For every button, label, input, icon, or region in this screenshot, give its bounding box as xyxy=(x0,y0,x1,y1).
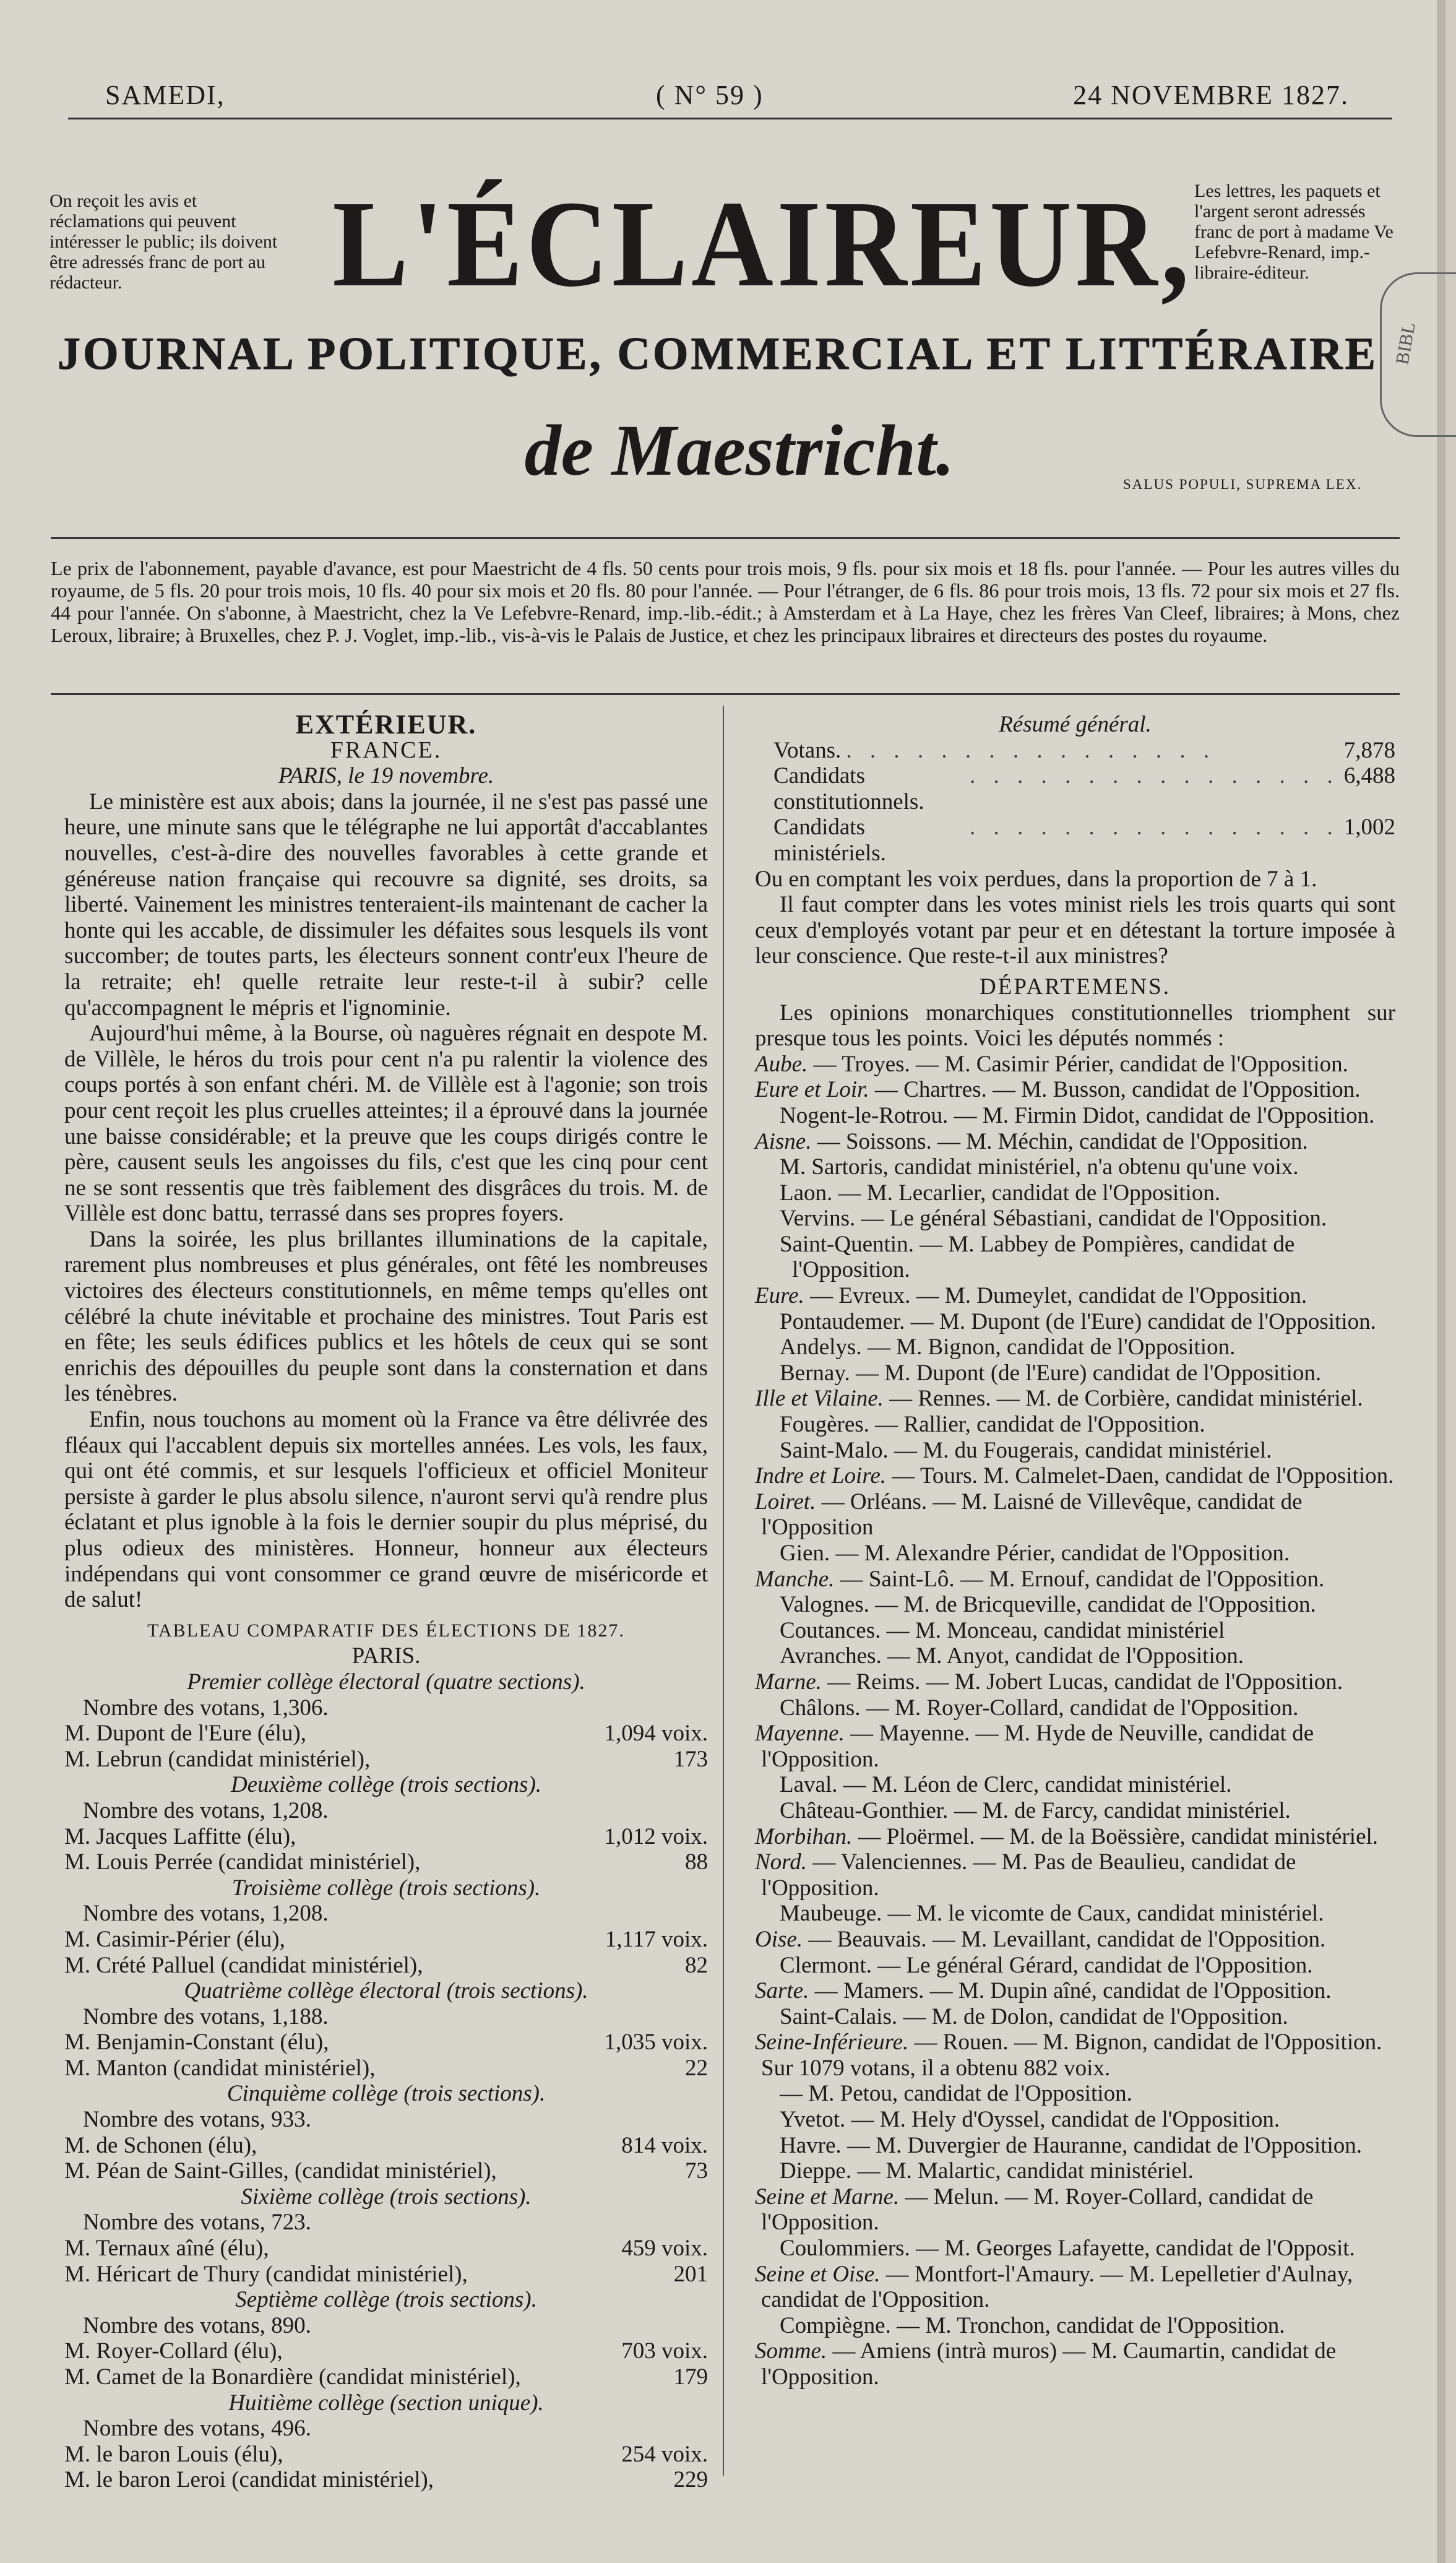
department-entry xyxy=(755,1129,1395,1155)
department-text: — M. Petou, candidat de l'Opposition. xyxy=(780,2081,1132,2107)
department-entry xyxy=(755,1772,1395,1798)
department-text: Valognes. — M. de Bricqueville, candidat de l'Opposition. xyxy=(780,1592,1316,1618)
resume-value: 1,002 xyxy=(1343,815,1395,841)
department-text: Nogent-le-Rotrou. — M. Firmin Didot, candidat de l'Opposition. xyxy=(780,1102,1375,1128)
masthead-city: de Maestricht. xyxy=(524,410,955,491)
resume-table xyxy=(755,738,1395,867)
department-text: — Amiens (intrà muros) — M. Caumartin, candidat de l'Opposition. xyxy=(761,2338,1337,2390)
department-text: Maubeuge. — M. le vicomte de Caux, candidat ministériel. xyxy=(780,1901,1324,1927)
department-text: M. Sartoris, candidat ministériel, n'a obtenu qu'une voix. xyxy=(780,1154,1299,1180)
department-entry xyxy=(755,1721,1395,1772)
candidate-name: M. Lebrun (candidat ministériel), xyxy=(64,1746,371,1772)
department-entry xyxy=(755,1386,1395,1412)
candidate-row xyxy=(64,1747,708,1773)
department-text: Dieppe. — M. Malartic, candidat ministériel. xyxy=(780,2158,1194,2184)
resume-value: 6,488 xyxy=(1343,763,1395,789)
candidate-votes: 73 xyxy=(685,2158,708,2184)
article-paragraph: Le ministère est aux abois; dans la journée, il ne s'est pas passé une heure, une minute sans que le télégraphe ne lui apportât d'accablantes nouvelles, c'est-à-dire des nouvelles favorables à cette grande et généreuse nation française qui recouvre sa dignité, ses droits, sa liberté. Vainement les ministres tenteraient-ils maintenant de cacher la honte qui les accable, de dissimuler les défaites sous lesquels ils vont succomber; de toutes parts, les électeurs sonnent contr'eux l'heure de la retraite; eh! quelle retraite leur reste-t-il à subir? celle qu'accompagnent le mépris et l'ignominie. xyxy=(64,789,708,1021)
candidate-name: M. Manton (candidat ministériel), xyxy=(64,2055,376,2081)
department-text: — Rouen. — M. Bignon, candidat de l'Opposition. Sur 1079 votans, il a obtenu 882 voix. xyxy=(761,2029,1382,2081)
department-text: — Reims. — M. Jobert Lucas, candidat de l'Opposition. xyxy=(821,1669,1343,1695)
department-text: Yvetot. — M. Hely d'Oyssel, candidat de l'Opposition. xyxy=(780,2107,1280,2133)
library-stamp xyxy=(1380,272,1456,437)
left-column xyxy=(64,709,708,2493)
candidate-row xyxy=(64,2133,708,2159)
candidate-name: M. Héricart de Thury (candidat ministériel), xyxy=(64,2261,468,2287)
department-entry xyxy=(755,1103,1395,1129)
department-entry xyxy=(755,1232,1395,1283)
dateline xyxy=(105,79,1349,116)
department-entry xyxy=(755,2133,1395,2159)
department-text: Saint-Calais. — M. de Dolon, candidat de l'Opposition. xyxy=(780,2003,1288,2029)
right-column xyxy=(755,712,1395,2390)
candidate-row xyxy=(64,1721,708,1747)
candidate-row xyxy=(64,2338,708,2364)
dateline-day: SAMEDI, xyxy=(105,80,225,110)
resume-row xyxy=(755,738,1395,764)
masthead-subtitle: JOURNAL POLITIQUE, COMMERCIAL ET LITTÉRAIRE xyxy=(57,329,1379,379)
department-entry xyxy=(755,2184,1395,2236)
candidate-row xyxy=(64,2158,708,2184)
resume-paragraph: Ou en comptant les voix perdues, dans la proportion de 7 à 1. xyxy=(755,866,1317,892)
department-entry xyxy=(755,1309,1395,1335)
department-entry xyxy=(755,1489,1395,1541)
department-entry xyxy=(755,1695,1395,1721)
department-name: Sarte. xyxy=(755,1978,809,2004)
candidate-row xyxy=(64,2442,708,2468)
department-text: — Valenciennes. — M. Pas de Beaulieu, candidat de l'Opposition. xyxy=(761,1849,1296,1901)
department-text: Andelys. — M. Bignon, candidat de l'Opposition. xyxy=(780,1334,1236,1360)
department-text: Vervins. — Le général Sébastiani, candidat de l'Opposition. xyxy=(780,1206,1327,1232)
college-votans: Nombre des votans, 933. xyxy=(83,2107,311,2133)
college-votans: Nombre des votans, 1,208. xyxy=(83,1901,329,1927)
section-heading: EXTÉRIEUR. xyxy=(295,709,477,740)
department-name: Eure. xyxy=(755,1283,804,1309)
department-entry xyxy=(755,1567,1395,1593)
department-entry xyxy=(755,2004,1395,2030)
college-votans: Nombre des votans, 1,188. xyxy=(83,2003,329,2029)
department-entry xyxy=(755,2029,1395,2081)
candidate-name: M. Ternaux aîné (élu), xyxy=(64,2236,269,2262)
candidate-name: M. Camet de la Bonardière (candidat ministériel), xyxy=(64,2364,521,2390)
department-text: Saint-Malo. — M. du Fougerais, candidat ministériel. xyxy=(780,1437,1272,1463)
dateline-number: ( N° 59 ) xyxy=(656,80,764,110)
article-paragraph: Enfin, nous touchons au moment où la France va être délivrée des fléaux qui l'accablent depuis six mortelles années. Les vols, les faux, qui ont été commis, et sur lesquels l'officieux et officiel Moniteur persiste à garder le plus absolu silence, n'auront servi qu'à rendre plus éclatant et plus ignoble à la fois le dernier soupir du plus méprisé, du plus odieux des ministères. Honneur, honneur aux électeurs indépendans qui vont consommer ce grand œuvre de miséricorde et de salut! xyxy=(64,1407,708,1613)
library-stamp-text: BIBL xyxy=(1392,321,1419,366)
department-entry xyxy=(755,1154,1395,1180)
rule-above-subscription xyxy=(51,537,1400,539)
department-text: — Melun. — M. Royer-Collard, candidat de l'Opposition. xyxy=(761,2184,1314,2236)
candidate-row xyxy=(64,2467,708,2493)
tableau-heading: TABLEAU COMPARATIF DES ÉLECTIONS DE 1827. xyxy=(147,1620,625,1641)
tableau-place: PARIS. xyxy=(351,1643,421,1669)
department-name: Marne. xyxy=(755,1669,822,1695)
department-text: Laval. — M. Léon de Clerc, candidat ministériel. xyxy=(780,1772,1232,1798)
department-name: Morbihan. xyxy=(755,1823,853,1849)
dot-leader: . . . . . . . . . . . . . . . . xyxy=(846,737,1216,763)
department-entry xyxy=(755,1798,1395,1824)
candidate-votes: 814 voix. xyxy=(621,2132,708,2158)
department-text: Pontaudemer. — M. Dupont (de l'Eure) candidat de l'Opposition. xyxy=(780,1308,1376,1334)
article-paragraph: Aujourd'hui même, à la Bourse, où naguères régnait en despote M. de Villèle, le héros du trois pour cent n'a pu ralentir la violence des coups portés à son enfant chéri. M. de Villèle est à l'agonie; son trois pour cent reçoit les plus cruelles atteintes; il a éprouvé dans la journée une baisse considérable; et la preuve que les coups dirigés contre le père, causent seuls les angoisses du fils, c'est que les cinq pour cent ne se sont ressentis que très faiblement des disgrâces du trois. M. de Villèle est donc battu, terrassé dans ses propres foyers. xyxy=(64,1021,708,1227)
candidate-name: M. Dupont de l'Eure (élu), xyxy=(64,1721,306,1747)
department-text: Havre. — M. Duvergier de Hauranne, candidat de l'Opposition. xyxy=(780,2132,1362,2158)
department-entry xyxy=(755,1206,1395,1232)
candidate-row xyxy=(64,2236,708,2262)
department-entry xyxy=(755,1901,1395,1927)
candidate-name: M. Royer-Collard (élu), xyxy=(64,2338,283,2364)
department-name: Seine-Inférieure. xyxy=(755,2029,909,2055)
dateline-date: 24 NOVEMBRE 1827. xyxy=(1073,80,1349,110)
candidate-row xyxy=(64,1824,708,1850)
college-votans: Nombre des votans, 890. xyxy=(83,2312,311,2338)
department-text: — Mamers. — M. Dupin aîné, candidat de l'Opposition. xyxy=(809,1978,1332,2004)
department-entry xyxy=(755,1927,1395,1953)
department-entry xyxy=(755,1283,1395,1309)
department-name: Ille et Vilaine. xyxy=(755,1386,884,1412)
department-text: Fougères. — Rallier, candidat de l'Opposition. xyxy=(780,1412,1205,1438)
candidate-votes: 22 xyxy=(685,2055,708,2081)
candidate-row xyxy=(64,1849,708,1875)
department-text: Saint-Quentin. — M. Labbey de Pompières, candidat de l'Opposition. xyxy=(780,1231,1295,1283)
department-entry xyxy=(755,1669,1395,1695)
department-name: Aube. xyxy=(755,1051,808,1077)
dot-leader: . . . . . . . . . . . . . . . . xyxy=(970,815,1339,841)
department-entry xyxy=(755,1592,1395,1618)
department-entry xyxy=(755,1438,1395,1464)
candidate-votes: 179 xyxy=(673,2364,708,2390)
department-name: Eure et Loir. xyxy=(755,1077,869,1103)
department-entry xyxy=(755,1953,1395,1979)
candidate-votes: 173 xyxy=(673,1746,708,1772)
department-text: Château-Gonthier. — M. de Farcy, candidat ministériel. xyxy=(780,1797,1291,1823)
college-title: Septième collège (trois sections). xyxy=(235,2287,537,2313)
department-text: Coulommiers. — M. Georges Lafayette, candidat de l'Opposit. xyxy=(780,2236,1355,2262)
candidate-name: M. Louis Perrée (candidat ministériel), xyxy=(64,1849,421,1875)
departments-heading: DÉPARTEMENS. xyxy=(980,974,1171,1000)
college-votans: Nombre des votans, 496. xyxy=(83,2416,311,2442)
candidate-votes: 459 voix. xyxy=(621,2236,708,2262)
department-text: — Orléans. — M. Laisné de Villevêque, candidat de l'Opposition xyxy=(761,1489,1303,1541)
department-entry xyxy=(755,1412,1395,1438)
department-text: — Tours. M. Calmelet-Daen, candidat de l'Opposition. xyxy=(886,1463,1394,1489)
college-title: Sixième collège (trois sections). xyxy=(241,2184,532,2210)
department-entry xyxy=(755,2107,1395,2133)
candidate-votes: 1,012 voix. xyxy=(604,1823,708,1849)
department-name: Manche. xyxy=(755,1566,835,1592)
department-text: Laon. — M. Lecarlier, candidat de l'Opposition. xyxy=(780,1180,1221,1206)
department-name: Seine et Oise. xyxy=(755,2261,881,2287)
department-entry xyxy=(755,2338,1395,2390)
department-text: — Troyes. — M. Casimir Périer, candidat de l'Opposition. xyxy=(808,1051,1348,1077)
candidate-name: M. Jacques Laffitte (élu), xyxy=(64,1823,296,1849)
department-entry xyxy=(755,1978,1395,2004)
candidate-name: M. Péan de Saint-Gilles, (candidat ministériel), xyxy=(64,2158,497,2184)
candidate-votes: 703 voix. xyxy=(621,2338,708,2364)
candidate-row xyxy=(64,2364,708,2390)
note-right: Les lettres, les paquets et l'argent seront adressés franc de port à madame Ve Lefebvre-Renard, imp.-libraire-éditeur. xyxy=(1194,181,1394,283)
department-text: Coutances. — M. Monceau, candidat ministériel xyxy=(780,1617,1225,1643)
department-name: Nord. xyxy=(755,1849,807,1875)
masthead-title: L'ÉCLAIREUR, xyxy=(332,176,1193,313)
department-entry xyxy=(755,2236,1395,2262)
college-votans: Nombre des votans, 1,208. xyxy=(83,1797,329,1823)
candidate-row xyxy=(64,2029,708,2055)
note-left: On reçoit les avis et réclamations qui peuvent intéresser le public; ils doivent être adressés franc de port au rédacteur. xyxy=(50,191,278,293)
article-paragraph: Dans la soirée, les plus brillantes illuminations de la capitale, rarement plus nombreuses et plus générales, ont fêté les nombreuses victoires des électeurs constitutionnels, en même temps qu'elles ont célébré la chute inévitable et prochaine des ministres. Tout Paris est en fête; les seuls édifices publics et les hôtels de ceux qui se sont enrichis des dépouilles du peuple sont dans la consternation et dans les ténèbres. xyxy=(64,1226,708,1407)
department-text: Clermont. — Le général Gérard, candidat de l'Opposition. xyxy=(780,1952,1313,1978)
department-entry xyxy=(755,1824,1395,1850)
department-name: Seine et Marne. xyxy=(755,2184,900,2210)
candidate-votes: 1,117 voix. xyxy=(605,1926,708,1952)
department-entry xyxy=(755,1849,1395,1901)
resume-label: Candidats ministériels. xyxy=(773,815,886,866)
candidate-name: M. de Schonen (élu), xyxy=(64,2132,257,2158)
candidate-name: M. Benjamin-Constant (élu), xyxy=(64,2029,329,2055)
candidate-name: M. le baron Leroi (candidat ministériel), xyxy=(64,2467,434,2493)
candidate-votes: 201 xyxy=(673,2261,708,2287)
resume-paragraph: Il faut compter dans les votes minist riels les trois quarts qui sont ceux d'employés votant par peur et en détestant la torture imposée à leur conscience. Que reste-t-il aux ministres? xyxy=(755,892,1395,969)
college-title: Cinquième collège (trois sections). xyxy=(226,2081,546,2107)
candidate-votes: 88 xyxy=(685,1849,708,1875)
candidate-name: M. Casimir-Périer (élu), xyxy=(64,1926,285,1952)
departments-intro: Les opinions monarchiques constitutionnelles triomphent sur presque tous les points. Voici les députés nommés : xyxy=(755,1000,1395,1052)
subscription-notice: Le prix de l'abonnement, payable d'avance, est pour Maestricht de 4 fls. 50 cents pour trois mois, 9 fls. pour six mois et 18 fls. pour l'année. — Pour les autres villes du royaume, de 5 fls. 20 pour trois mois, 10 fls. 40 pour six mois et 20 fls. 80 pour l'année. — Pour l'étranger, de 6 fls. 86 pour trois mois, 13 fls. 72 pour six mois et 27 fls. 44 pour l'année. On s'abonne, à Maestricht, chez la Ve Lefebvre-Renard, imp.-lib.-édit.; à Amsterdam et à La Haye, chez les frères Van Cleef, libraires; à Mons, chez Leroux, libraire; à Bruxelles, chez P. J. Voglet, imp.-lib., vis-à-vis le Palais de Justice, et chez les principaux libraires et directeurs des postes du royaume. xyxy=(51,557,1400,646)
college-title: Premier collège électoral (quatre sections). xyxy=(187,1669,585,1695)
resume-title: Résumé général. xyxy=(999,712,1152,737)
department-text: Avranches. — M. Anyot, candidat de l'Opposition. xyxy=(780,1643,1244,1669)
department-text: — Montfort-l'Amaury. — M. Lepelletier d'Aulnay, candidat de l'Opposition. xyxy=(761,2261,1353,2313)
department-name: Somme. xyxy=(755,2338,827,2364)
resume-row xyxy=(755,763,1395,815)
department-text: Gien. — M. Alexandre Périer, candidat de l'Opposition. xyxy=(780,1541,1290,1566)
resume-row xyxy=(755,815,1395,866)
candidate-votes: 1,035 voix. xyxy=(604,2029,708,2055)
college-votans: Nombre des votans, 723. xyxy=(83,2210,311,2236)
department-entry xyxy=(755,1360,1395,1386)
department-name: Aisne. xyxy=(755,1128,812,1154)
column-divider xyxy=(723,706,724,2476)
college-votans: Nombre des votans, 1,306. xyxy=(83,1695,329,1721)
top-rule xyxy=(68,118,1392,119)
candidate-votes: 229 xyxy=(673,2467,708,2493)
college-title: Deuxième collège (trois sections). xyxy=(230,1772,542,1798)
department-entries xyxy=(755,1052,1395,2390)
placeline: PARIS, le 19 novembre. xyxy=(278,763,494,789)
department-name: Indre et Loire. xyxy=(755,1463,887,1489)
department-entry xyxy=(755,1180,1395,1206)
resume-label: Votans. xyxy=(773,737,842,763)
dot-leader: . . . . . . . . . . . . . . . . xyxy=(970,763,1339,789)
department-entry xyxy=(755,2313,1395,2339)
department-entry xyxy=(755,1334,1395,1360)
department-text: — Soissons. — M. Méchin, candidat de l'Opposition. xyxy=(811,1128,1308,1154)
country-heading: FRANCE. xyxy=(330,737,442,763)
department-text: — Saint-Lô. — M. Ernouf, candidat de l'Opposition. xyxy=(834,1566,1325,1592)
rule-below-subscription xyxy=(51,693,1400,695)
department-text: — Rennes. — M. de Corbière, candidat ministériel. xyxy=(883,1386,1363,1412)
college-title: Huitième collège (section unique). xyxy=(228,2390,544,2416)
department-entry xyxy=(755,1618,1395,1644)
department-text: — Ploërmel. — M. de la Boëssière, candidat ministériel. xyxy=(852,1823,1379,1849)
department-entry xyxy=(755,2158,1395,2184)
department-text: — Mayenne. — M. Hyde de Neuville, candidat de l'Opposition. xyxy=(761,1721,1314,1772)
department-entry xyxy=(755,1541,1395,1567)
department-entry xyxy=(755,1077,1395,1103)
candidate-row xyxy=(64,2055,708,2081)
department-text: — Chartres. — M. Busson, candidat de l'Opposition. xyxy=(869,1077,1361,1103)
department-text: Compiègne. — M. Tronchon, candidat de l'Opposition. xyxy=(780,2312,1285,2338)
department-name: Loiret. xyxy=(755,1489,816,1515)
colleges-list xyxy=(64,1669,708,2493)
department-name: Mayenne. xyxy=(755,1721,845,1747)
department-entry xyxy=(755,1643,1395,1669)
candidate-votes: 254 voix. xyxy=(621,2441,708,2467)
candidate-votes: 82 xyxy=(685,1952,708,1978)
candidate-votes: 1,094 voix. xyxy=(604,1721,708,1747)
department-entry xyxy=(755,2262,1395,2313)
college-title: Quatrième collège électoral (trois sections). xyxy=(184,1978,588,2004)
candidate-name: M. Crété Palluel (candidat ministériel), xyxy=(64,1952,423,1978)
department-text: — Beauvais. — M. Levaillant, candidat de l'Opposition. xyxy=(803,1926,1326,1952)
department-entry xyxy=(755,1052,1395,1078)
department-entry xyxy=(755,1463,1395,1489)
department-entry xyxy=(755,2081,1395,2107)
candidate-name: M. le baron Louis (élu), xyxy=(64,2441,283,2467)
department-name: Oise. xyxy=(755,1926,803,1952)
candidate-row xyxy=(64,1927,708,1953)
candidate-row xyxy=(64,2262,708,2288)
department-text: — Evreux. — M. Dumeylet, candidat de l'Opposition. xyxy=(804,1283,1307,1309)
department-text: Bernay. — M. Dupont (de l'Eure) candidat de l'Opposition. xyxy=(780,1360,1322,1386)
department-text: Châlons. — M. Royer-Collard, candidat de l'Opposition. xyxy=(780,1695,1299,1721)
candidate-row xyxy=(64,1953,708,1979)
motto: SALUS POPULI, SUPREMA LEX. xyxy=(1123,477,1363,492)
resume-value: 7,878 xyxy=(1343,737,1395,763)
resume-label: Candidats constitutionnels. xyxy=(773,763,924,815)
college-title: Troisième collège (trois sections). xyxy=(231,1875,541,1901)
